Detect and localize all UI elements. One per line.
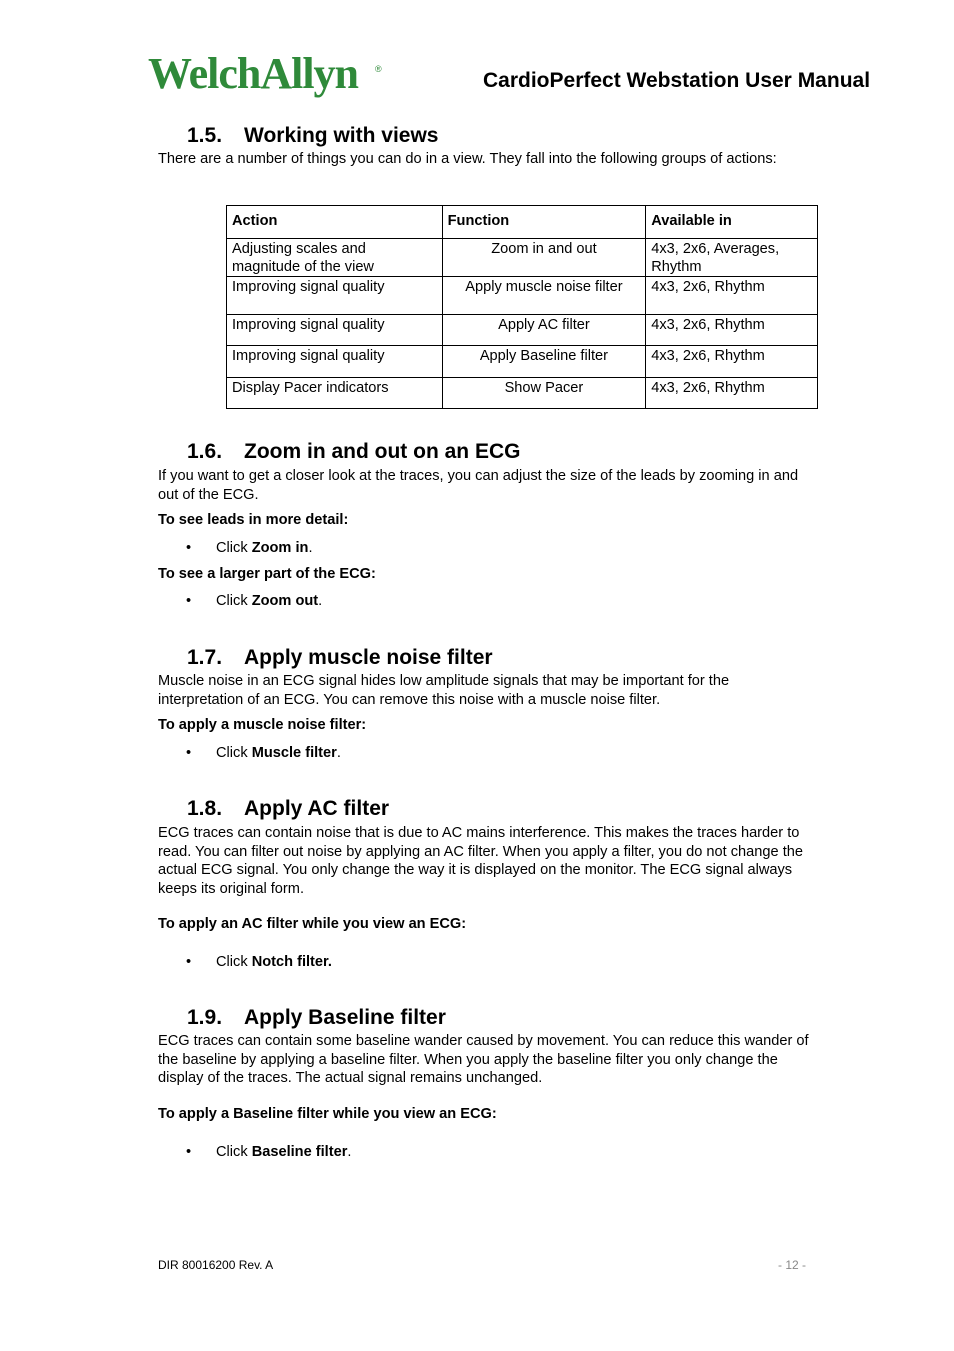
table-cell-function: Zoom in and out [442, 239, 646, 277]
list-item [186, 1144, 351, 1160]
registered-mark: ® [375, 64, 382, 74]
section-intro: Muscle noise in an ECG signal hides low amplitude signals that may be important for the interpretation of an ECG. You can remove this noise with a muscle noise filter. [158, 673, 730, 708]
list-item [186, 954, 332, 970]
logo-wordmark: WelchAllyn [148, 49, 359, 98]
section-intro: ECG traces can contain noise that is due to AC mains interference. This makes the traces harder to read. You can filter out noise by applying an AC filter. When you apply a filter, you do not change the actual ECG signal. You only change the way it is displayed on the monitor. The ECG signal always keeps its original form. [158, 825, 803, 897]
table-cell-action: Display Pacer indicators [227, 378, 443, 409]
section-title: Apply Baseline filter [244, 1006, 446, 1029]
table-cell-action: Improving signal quality [227, 315, 443, 346]
section-number: 1.8. [187, 797, 223, 820]
section-heading-1-9 [187, 1006, 446, 1030]
welch-allyn-logo [148, 49, 388, 112]
table-cell-action: Improving signal quality [227, 346, 443, 378]
column-header-function: Function [442, 206, 646, 239]
ui-control-name: Zoom out [251, 593, 319, 609]
ui-control-name: Zoom in [251, 540, 309, 556]
bullet-icon: • [186, 954, 192, 970]
list-item [186, 745, 341, 761]
section-heading-1-7 [187, 646, 493, 670]
ui-control-name: Baseline filter [251, 1144, 348, 1160]
bullet-punct: . [347, 1144, 352, 1160]
section-number: 1.7. [187, 646, 223, 669]
table-cell-function: Apply AC filter [442, 315, 646, 346]
procedure-heading: To see a larger part of the ECG: [158, 566, 376, 582]
bullet-icon: • [186, 745, 192, 761]
page-number: - 12 - [778, 1258, 807, 1272]
bullet-icon: • [186, 593, 192, 609]
procedure-heading: To apply a muscle noise filter: [158, 717, 367, 733]
section-heading-1-6 [187, 440, 520, 464]
section-intro: ECG traces can contain some baseline wander caused by movement. You can reduce this wander of the baseline by applying a baseline filter. When you apply the baseline filter you only change the display of the traces. The actual signal remains unchanged. [158, 1033, 809, 1086]
ui-control-name: Muscle filter [251, 745, 337, 761]
bullet-punct: . [308, 540, 313, 556]
procedure-heading: To apply an AC filter while you view an ECG: [158, 916, 467, 932]
list-item [186, 593, 322, 609]
bullet-punct: . [336, 745, 341, 761]
table-row [227, 346, 818, 378]
ui-control-name: Notch filter. [251, 954, 332, 970]
table-row [227, 277, 818, 315]
table-row [227, 378, 818, 409]
section-number: 1.5. [187, 124, 223, 147]
column-header-available-in: Available in [646, 206, 818, 239]
bullet-text: Click [216, 954, 252, 970]
bullet-text: Click [216, 540, 252, 556]
section-intro: There are a number of things you can do in a view. They fall into the following groups of actions: [158, 151, 777, 167]
procedure-heading: To apply a Baseline filter while you view an ECG: [158, 1106, 497, 1122]
table-row [227, 239, 818, 277]
section-heading-1-5 [187, 124, 438, 148]
bullet-punct: . [318, 593, 323, 609]
bullet-icon: • [186, 1144, 192, 1160]
table-cell-available-in: 4x3, 2x6, Rhythm [646, 346, 818, 378]
bullet-text: Click [216, 745, 252, 761]
table-row [227, 315, 818, 346]
table-cell-available-in: 4x3, 2x6, Rhythm [646, 277, 818, 315]
bullet-text: Click [216, 593, 252, 609]
table-cell-function: Apply muscle noise filter [442, 277, 646, 315]
table-cell-available-in: 4x3, 2x6, Rhythm [646, 378, 818, 409]
procedure-heading: To see leads in more detail: [158, 512, 349, 528]
section-title: Zoom in and out on an ECG [244, 440, 521, 463]
column-header-action: Action [227, 206, 443, 239]
list-item [186, 540, 313, 556]
table-cell-function: Show Pacer [442, 378, 646, 409]
views-table [226, 205, 818, 409]
section-title: Working with views [244, 124, 439, 147]
table-cell-available-in: 4x3, 2x6, Rhythm [646, 315, 818, 346]
table-cell-action: Improving signal quality [227, 277, 443, 315]
table-cell-available-in: 4x3, 2x6, Averages, Rhythm [646, 239, 818, 277]
section-intro: If you want to get a closer look at the traces, you can adjust the size of the leads by zooming in and out of the ECG. [158, 468, 799, 503]
section-number: 1.6. [187, 440, 223, 463]
bullet-icon: • [186, 540, 192, 556]
section-title: Apply AC filter [244, 797, 390, 820]
section-number: 1.9. [187, 1006, 223, 1029]
document-title: CardioPerfect Webstation User Manual [483, 69, 871, 92]
table-header-row [227, 206, 818, 239]
bullet-text: Click [216, 1144, 252, 1160]
section-title: Apply muscle noise filter [244, 646, 493, 669]
table-cell-function: Apply Baseline filter [442, 346, 646, 378]
table-cell-action: Adjusting scales and magnitude of the view [227, 239, 443, 277]
section-heading-1-8 [187, 797, 389, 821]
document-id: DIR 80016200 Rev. A [158, 1258, 274, 1272]
